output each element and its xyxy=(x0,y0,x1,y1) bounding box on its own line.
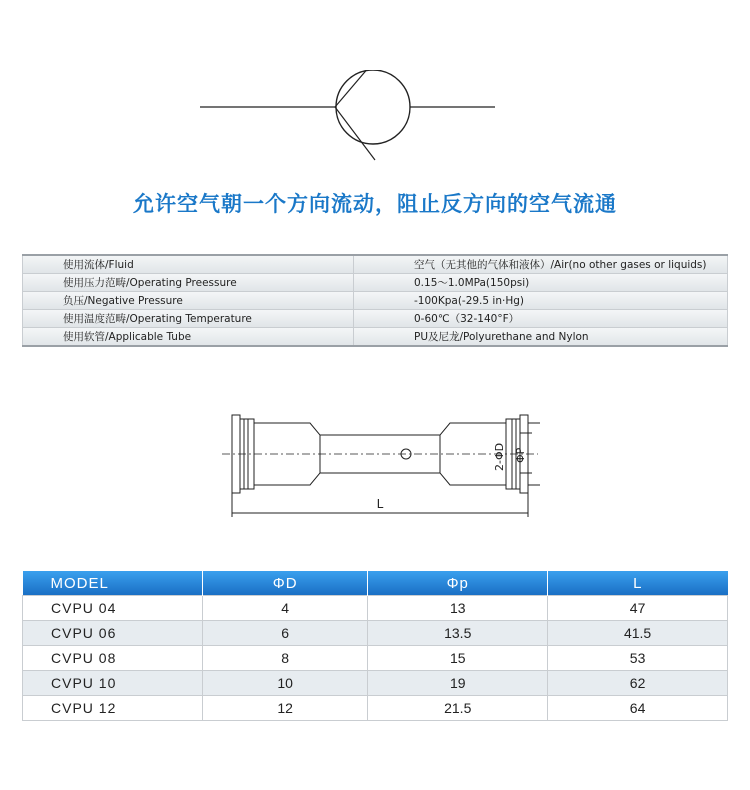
spec-row xyxy=(23,292,728,310)
spec-row xyxy=(23,310,728,328)
header-model: MODEL xyxy=(23,571,203,596)
spec-label: 使用温度范畴/Operating Temperature xyxy=(23,310,354,328)
cell-model: CVPU 10 xyxy=(23,671,203,696)
spec-table xyxy=(22,254,728,347)
spec-label: 使用压力范畴/Operating Preessure xyxy=(23,274,354,292)
spec-value: 0.15～1.0MPa(150psi) xyxy=(354,274,728,292)
cell-l: 53 xyxy=(548,646,728,671)
spec-row xyxy=(23,255,728,274)
cell-d: 8 xyxy=(203,646,368,671)
cell-d: 10 xyxy=(203,671,368,696)
fitting-drawing xyxy=(220,405,540,525)
cell-p: 21.5 xyxy=(368,696,548,721)
cell-d: 6 xyxy=(203,621,368,646)
header-d: ΦD xyxy=(203,571,368,596)
cell-model: CVPU 08 xyxy=(23,646,203,671)
table-row xyxy=(23,671,728,696)
check-valve-symbol-icon xyxy=(195,70,500,170)
dim-d-label: 2-ΦD xyxy=(493,442,506,471)
model-header-row xyxy=(23,571,728,596)
cell-model: CVPU 12 xyxy=(23,696,203,721)
header-p: Φp xyxy=(368,571,548,596)
spec-row xyxy=(23,328,728,347)
spec-value: -100Kpa(-29.5 in·Hg) xyxy=(354,292,728,310)
dim-p-label: ΦP xyxy=(514,447,527,463)
spec-label: 使用软管/Applicable Tube xyxy=(23,328,354,347)
spec-label: 负压/Negative Pressure xyxy=(23,292,354,310)
cell-l: 62 xyxy=(548,671,728,696)
cell-d: 12 xyxy=(203,696,368,721)
cell-l: 41.5 xyxy=(548,621,728,646)
spec-label: 使用流体/Fluid xyxy=(23,255,354,274)
model-table xyxy=(22,571,728,721)
spec-row xyxy=(23,274,728,292)
cell-p: 13 xyxy=(368,596,548,621)
table-row xyxy=(23,646,728,671)
table-row xyxy=(23,621,728,646)
cell-l: 47 xyxy=(548,596,728,621)
cell-l: 64 xyxy=(548,696,728,721)
headline: 允许空气朝一个方向流动，阻止反方向的空气流通 xyxy=(133,192,617,216)
table-row xyxy=(23,696,728,721)
cell-p: 13.5 xyxy=(368,621,548,646)
cell-d: 4 xyxy=(203,596,368,621)
cell-model: CVPU 06 xyxy=(23,621,203,646)
dim-l-label: L xyxy=(376,497,384,511)
cell-p: 19 xyxy=(368,671,548,696)
cell-p: 15 xyxy=(368,646,548,671)
spec-value: 0-60℃（32-140°F） xyxy=(354,310,728,328)
cell-model: CVPU 04 xyxy=(23,596,203,621)
spec-value: 空气（无其他的气体和液体）/Air(no other gases or liquids) xyxy=(354,255,728,274)
header-l: L xyxy=(548,571,728,596)
table-row xyxy=(23,596,728,621)
spec-value: PU及尼龙/Polyurethane and Nylon xyxy=(354,328,728,347)
